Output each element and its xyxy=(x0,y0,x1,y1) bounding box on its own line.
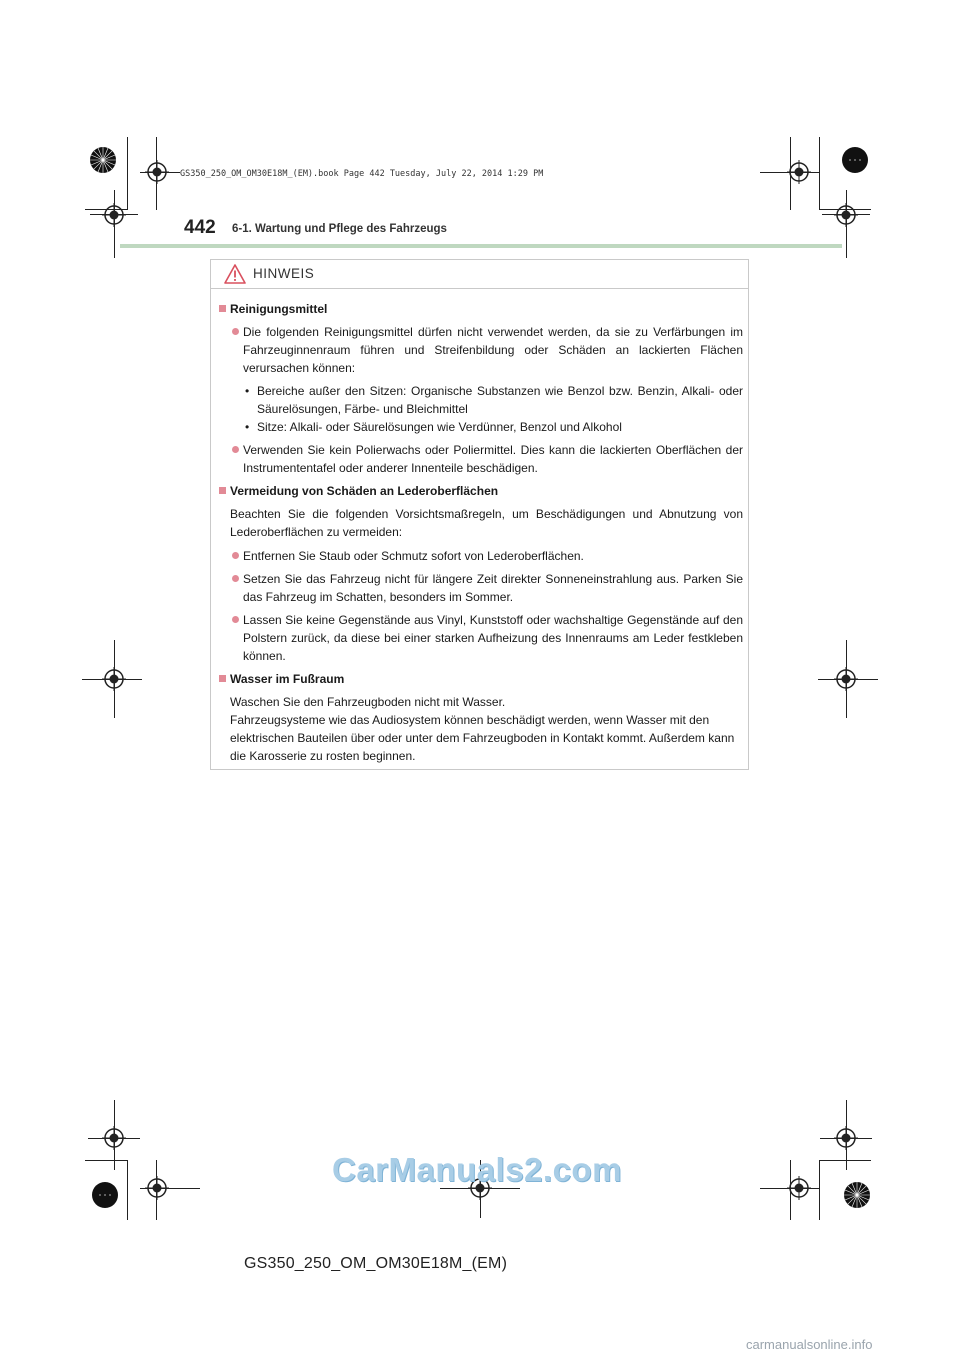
round-bullet-icon xyxy=(232,446,239,453)
registration-target-icon xyxy=(787,160,811,184)
bullet-item: Setzen Sie das Fahrzeug nicht für längere Zeit direkter Sonneneinstrahlung aus. Parken Sie das Fahrzeug im Schatten, besonders im Sommer. xyxy=(219,570,743,606)
section-title: 6-1. Wartung und Pflege des Fahrzeugs xyxy=(232,223,447,235)
page-number: 442 xyxy=(184,217,216,238)
round-bullet-icon xyxy=(232,552,239,559)
sunburst-mark-icon xyxy=(89,146,117,174)
bullet-item: Die folgenden Reinigungsmittel dürfen nicht verwendet werden, da sie zu Verfärbungen im Fahrzeuginnenraum führen und Streifenbildung oder Schäden an lackierten Flächen verursachen können: xyxy=(219,323,743,377)
round-bullet-icon xyxy=(232,328,239,335)
section-heading: Vermeidung von Schäden an Lederoberflächen xyxy=(219,482,743,500)
warning-triangle-icon xyxy=(224,264,246,284)
round-bullet-icon xyxy=(232,616,239,623)
middle-dot-icon: • xyxy=(245,384,250,398)
registration-target-icon xyxy=(145,160,169,184)
square-bullet-icon xyxy=(219,487,226,494)
sub-list-item: • Sitze: Alkali- oder Säurelösungen wie Verdünner, Benzol und Alkohol xyxy=(245,420,622,434)
square-bullet-icon xyxy=(219,305,226,312)
footer-document-code: GS350_250_OM_OM30E18M_(EM) xyxy=(244,1255,508,1272)
header-rule xyxy=(120,244,842,248)
dotted-circle-mark-icon xyxy=(91,1181,119,1209)
section-heading: Reinigungsmittel xyxy=(219,300,743,318)
square-bullet-icon xyxy=(219,675,226,682)
registration-target-icon xyxy=(834,203,858,227)
notice-header xyxy=(211,260,748,289)
registration-target-icon xyxy=(787,1176,811,1200)
registration-target-icon xyxy=(834,1126,858,1150)
notice-box xyxy=(210,259,749,770)
bullet-item: Entfernen Sie Staub oder Schmutz sofort von Lederoberflächen. xyxy=(219,547,743,565)
dotted-circle-mark-icon xyxy=(841,146,869,174)
notice-body xyxy=(219,300,743,765)
notice-title: HINWEIS xyxy=(253,266,315,281)
bullet-item: Lassen Sie keine Gegenstände aus Vinyl, Kunststoff oder wachshaltige Gegenstände auf den Polstern zurück, da diese bei einer starken Aufheizung des Innenraums am Leder festkleben können. xyxy=(219,611,743,665)
sunburst-mark-icon xyxy=(843,1181,871,1209)
footer-site-link[interactable]: carmanualsonline.info xyxy=(746,1337,873,1352)
round-bullet-icon xyxy=(232,575,239,582)
middle-dot-icon: • xyxy=(245,420,250,434)
sub-list-item: • Bereiche außer den Sitzen: Organische Substanzen wie Benzol bzw. Benzin, Alkali- oder Säurelösungen, Färbe- und Bleichmittel xyxy=(245,384,743,416)
registration-target-icon xyxy=(102,1126,126,1150)
watermark-logo: CarManuals2.com xyxy=(332,1151,622,1188)
paragraph: Waschen Sie den Fahrzeugboden nicht mit Wasser. xyxy=(230,695,506,709)
section-heading: Wasser im Fußraum xyxy=(219,670,743,688)
registration-target-icon xyxy=(102,203,126,227)
registration-target-icon xyxy=(102,667,126,691)
print-info-line: GS350_250_OM_OM30E18M_(EM).book Page 442 Tuesday, July 22, 2014 1:29 PM xyxy=(180,169,544,179)
paragraph: Beachten Sie die folgenden Vorsichtsmaßregeln, um Beschädigungen und Abnutzung von Lederoberflächen zu vermeiden: xyxy=(230,507,743,539)
bullet-item: Verwenden Sie kein Polierwachs oder Poliermittel. Dies kann die lackierten Oberflächen der Instrumententafel oder anderer Innenteile beschädigen. xyxy=(219,441,743,477)
registration-target-icon xyxy=(834,667,858,691)
paragraph: Fahrzeugsysteme wie das Audiosystem können beschädigt werden, wenn Wasser mit den elektrischen Bauteilen über oder unter dem Fahrzeugboden in Kontakt kommt. Außerdem kann die Karosserie zu rosten beginnen. xyxy=(230,713,735,763)
registration-target-icon xyxy=(145,1176,169,1200)
